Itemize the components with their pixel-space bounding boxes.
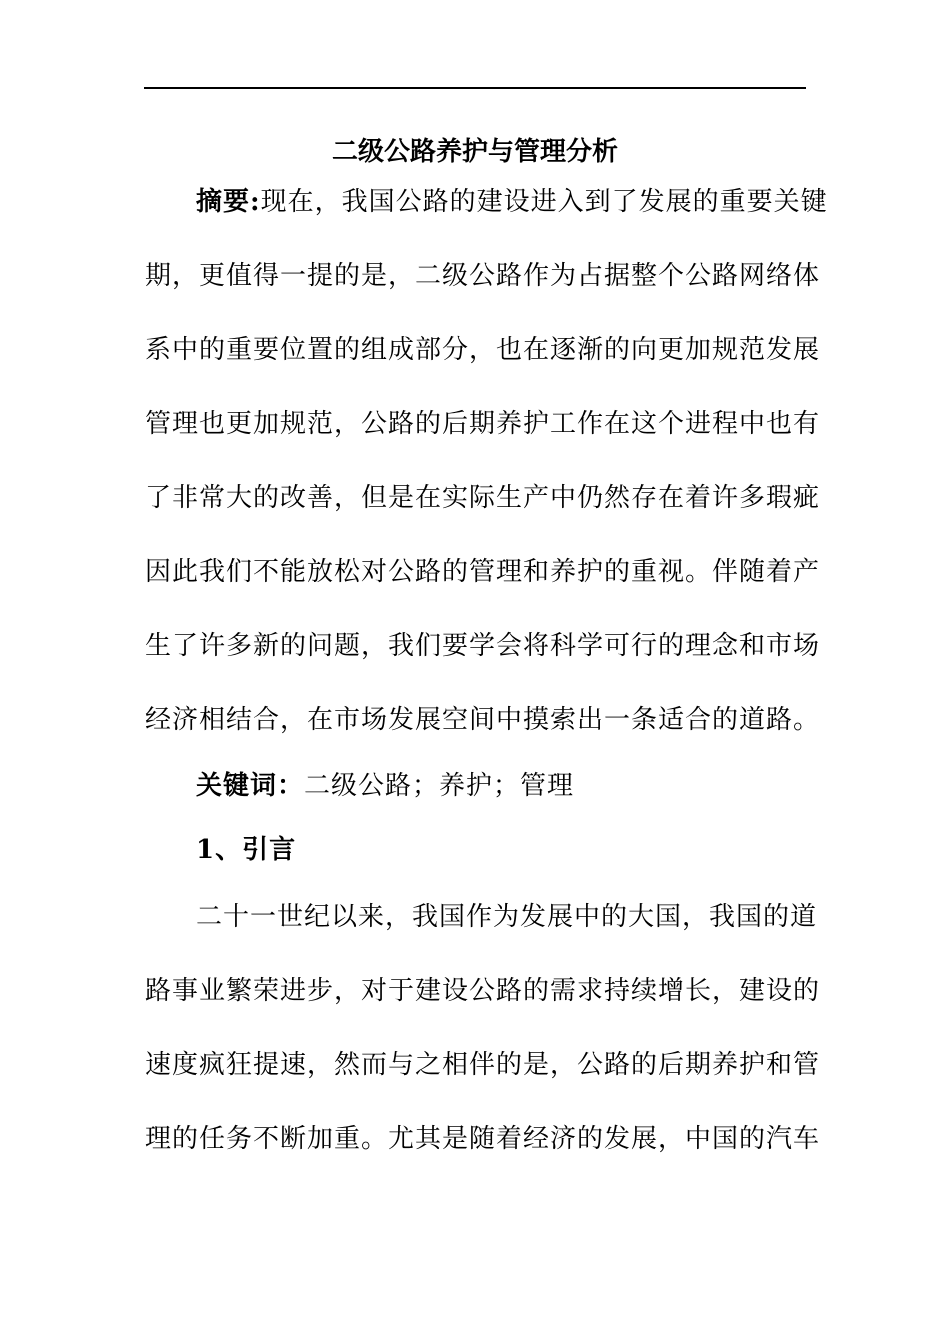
abstract-line-8: 经济相结合，在市场发展空间中摸索出一条适合的道路。: [145, 705, 821, 735]
keywords-line: [196, 766, 858, 806]
abstract-line-5: 了非常大的改善，但是在实际生产中仍然存在着许多瑕疵: [145, 483, 821, 513]
abstract-line-2: 期，更值得一提的是，二级公路作为占据整个公路网络体: [145, 261, 821, 291]
section-heading: 1、引言: [196, 835, 297, 865]
section-line-3: 速度疯狂提速，然而与之相伴的是，公路的后期养护和管: [145, 1050, 821, 1080]
abstract-line-1: [196, 182, 828, 222]
document-title: 二级公路养护与管理分析: [331, 137, 618, 167]
section-line-4: 理的任务不断加重。尤其是随着经济的发展，中国的汽车: [145, 1124, 821, 1154]
header-rule: [144, 87, 806, 89]
section-line-1: 二十一世纪以来，我国作为发展中的大国，我国的道: [196, 902, 818, 932]
abstract-label: 摘要:: [196, 187, 261, 217]
section-line-2: 路事业繁荣进步，对于建设公路的需求持续增长，建设的: [145, 976, 821, 1006]
abstract-line-3: 系中的重要位置的组成部分，也在逐渐的向更加规范发展: [145, 335, 821, 365]
abstract-line-7: 生了许多新的问题，我们要学会将科学可行的理念和市场: [145, 631, 821, 661]
keywords-label: 关键词：: [196, 771, 305, 801]
keywords-text: 二级公路；养护；管理: [304, 771, 575, 801]
abstract-line-6: 因此我们不能放松对公路的管理和养护的重视。伴随着产: [145, 557, 821, 587]
abstract-text: 现在，我国公路的建设进入到了发展的重要关键: [260, 187, 828, 217]
abstract-line-4: 管理也更加规范，公路的后期养护工作在这个进程中也有: [145, 409, 821, 439]
